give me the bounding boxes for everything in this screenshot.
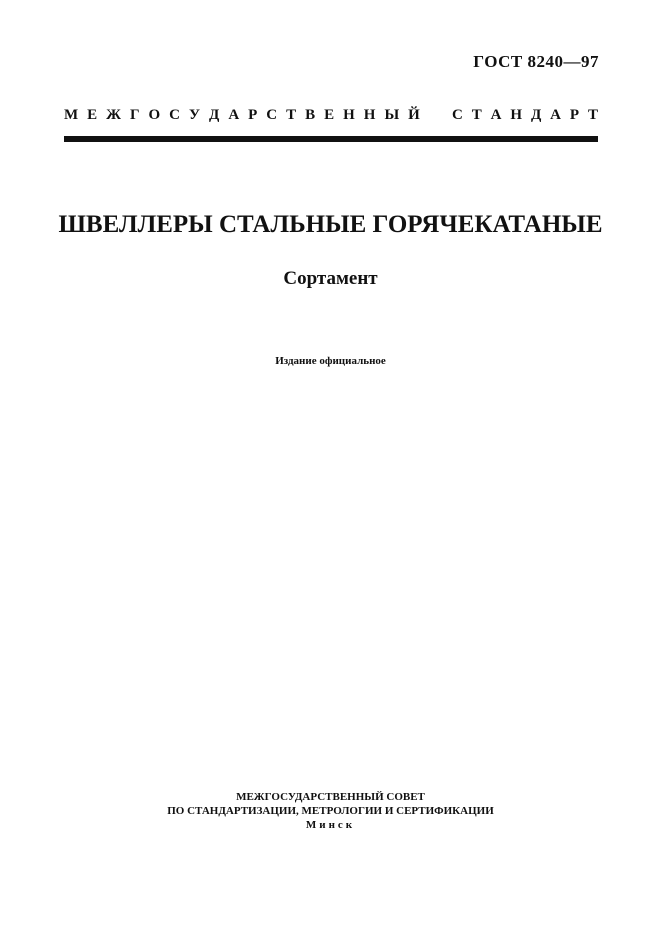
standard-type-word-1: М Е Ж Г О С У Д А Р С Т В Е Н Н Ы Й [64, 107, 420, 123]
standard-type-label [64, 106, 598, 124]
header-rule [64, 136, 598, 142]
publisher-line-1: МЕЖГОСУДАРСТВЕННЫЙ СОВЕТ [236, 791, 425, 803]
publisher-block [0, 790, 661, 832]
standard-type-word-2: С Т А Н Д А Р Т [452, 107, 598, 123]
document-number: ГОСТ 8240—97 [473, 52, 599, 71]
publisher-line-2: ПО СТАНДАРТИЗАЦИИ, МЕТРОЛОГИИ И СЕРТИФИКАЦИИ [167, 805, 494, 817]
edition-label: Издание официальное [275, 355, 386, 367]
document-title: ШВЕЛЛЕРЫ СТАЛЬНЫЕ ГОРЯЧЕКАТАНЫЕ [58, 211, 603, 238]
standard-header [64, 106, 598, 142]
publisher-city: Минск [305, 819, 356, 831]
document-subtitle: Сортамент [283, 268, 378, 289]
